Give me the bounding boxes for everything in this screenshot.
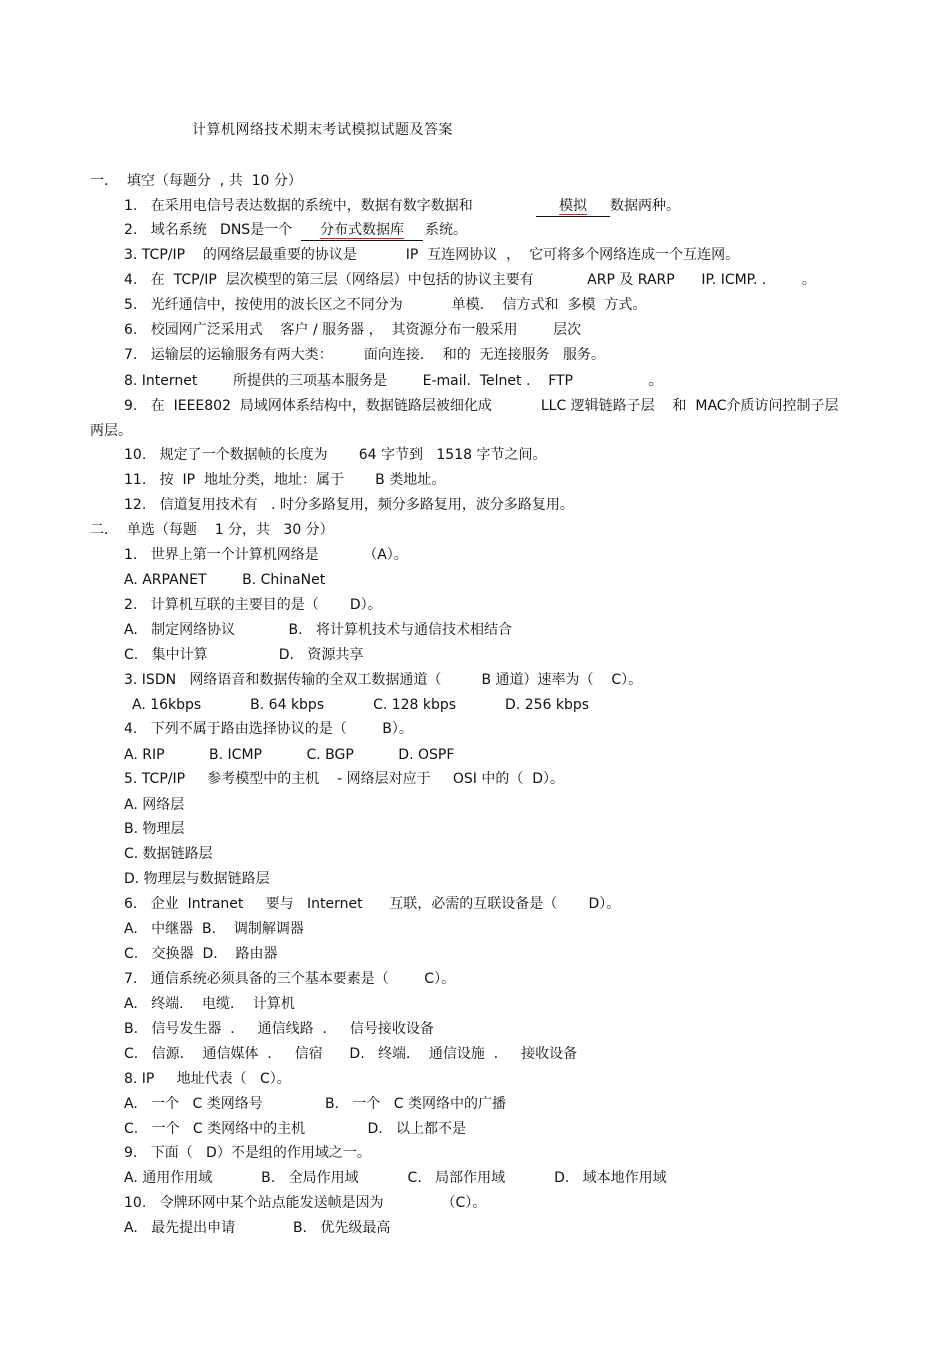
line-text: 3. ISDN 网络语音和数据传输的全双工数据通道（ B 通道）速率为（ C）。 [124, 672, 643, 688]
text-line [124, 769, 564, 789]
text-line [124, 595, 382, 615]
text-line [124, 819, 185, 839]
line-text-after: 数据两种。 [610, 198, 680, 214]
text-line [124, 445, 546, 465]
line-text: C. 数据链路层 [124, 846, 213, 862]
line-text: 7. 运输层的运输服务有两大类： 面向连接． 和的 无连接服务 服务。 [124, 347, 606, 363]
line-text: A. 中继器 B. 调制解调器 [124, 921, 304, 937]
line-text: B. 物理层 [124, 821, 185, 837]
text-line [90, 171, 302, 191]
text-line [124, 371, 663, 391]
text-line [124, 345, 605, 365]
text-line [124, 844, 213, 864]
line-text: 9. 在 IEEE802 局域网体系结构中，数据链路层被细化成 LLC 逻辑链路子层 和 MAC介质访问控制子层 [124, 398, 839, 414]
line-text-after: 系统。 [425, 222, 467, 238]
text-line [124, 1143, 371, 1163]
text-line [124, 745, 454, 765]
text-line [124, 1094, 506, 1114]
text-line [124, 1019, 434, 1039]
line-text: D. 物理层与数据链路层 [124, 871, 270, 887]
text-line [124, 396, 839, 416]
line-text: 11. 按 IP 地址分类，地址：属于 B 类地址。 [124, 472, 446, 488]
text-line [124, 670, 642, 690]
text-line [124, 295, 646, 315]
text-line [124, 1069, 291, 1089]
line-text: 9. 下面（ D）不是组的作用域之一。 [124, 1145, 371, 1161]
text-line [124, 919, 304, 939]
text-line [124, 645, 363, 665]
line-text: 6. 校园网广泛采用式 客户 / 服务器 ， 其资源分布一般采用 层次 [124, 322, 582, 338]
text-line [124, 944, 278, 964]
text-line [124, 620, 512, 640]
answer-blank [536, 196, 610, 217]
answer-blank [301, 220, 423, 241]
text-line [124, 1168, 667, 1188]
text-line [124, 894, 620, 914]
line-text: 6. 企业 Intranet 要与 Internet 互联，必需的互联设备是（ D）。 [124, 896, 621, 912]
line-text: A. 终端． 电缆． 计算机 [124, 996, 295, 1012]
line-text: 1. 世界上第一个计算机网络是 （A）。 [124, 547, 408, 563]
line-text: 4. 在 TCP/IP 层次模型的第三层（网络层）中包括的协议主要有 ARP 及 RARP IP. ICMP. . 。 [124, 272, 816, 288]
answer-text: 分布式数据库 [320, 222, 404, 238]
text-line [124, 1218, 390, 1238]
line-text: 10. 令牌环网中某个站点能发送帧是因为 （C）。 [124, 1195, 487, 1211]
line-text: A. 16kbps B. 64 kbps C. 128 kbps D. 256 kbps [132, 697, 590, 713]
line-text: 两层。 [90, 423, 132, 439]
line-text: 5. 光纤通信中，按使用的波长区之不同分为 单模． 信方式和 多模 方式。 [124, 297, 647, 313]
text-line [124, 245, 739, 265]
text-line [124, 719, 413, 739]
line-text: 3. TCP/IP 的网络层最重要的协议是 IP 互连网协议 ， 它可将多个网络连成一个互连网。 [124, 247, 740, 263]
text-line [90, 421, 132, 441]
line-text: 8. IP 地址代表（ C）。 [124, 1071, 291, 1087]
text-line [124, 495, 574, 515]
text-line [124, 320, 581, 340]
text-line [124, 869, 270, 889]
line-text: 二． 单选（每题 1 分，共 30 分） [90, 522, 334, 538]
text-line [124, 1044, 577, 1064]
text-line [124, 570, 325, 590]
line-text: 2. 域名系统 DNS是一个 [124, 222, 293, 238]
line-text: A. 一个 C 类网络号 B. 一个 C 类网络中的广播 [124, 1096, 506, 1112]
answer-text: 模拟 [559, 198, 587, 214]
text-line [124, 220, 292, 240]
text-line [124, 795, 184, 815]
text-line [124, 969, 455, 989]
line-text: 1. 在采用电信号表达数据的系统中，数据有数字数据和 [124, 198, 473, 214]
page-title: 计算机网络技术期末考试模拟试题及答案 [192, 122, 453, 138]
line-text: 一． 填空（每题分 , 共 10 分） [90, 173, 302, 189]
line-text: 7. 通信系统必须具备的三个基本要素是（ C）。 [124, 971, 456, 987]
text-line [124, 994, 295, 1014]
line-text: A. 网络层 [124, 797, 185, 813]
line-text: C. 一个 C 类网络中的主机 D. 以上都不是 [124, 1121, 467, 1137]
text-line [124, 270, 816, 290]
line-text: A. RIP B. ICMP C. BGP D. OSPF [124, 747, 455, 763]
line-text: 10. 规定了一个数据帧的长度为 64 字节到 1518 字节之间。 [124, 447, 547, 463]
line-text: A. 通用作用域 B. 全局作用域 C. 局部作用域 D. 域本地作用域 [124, 1170, 667, 1186]
line-text: A. 最先提出申请 B. 优先级最高 [124, 1220, 391, 1236]
line-text: C. 信源． 通信媒体 ． 信宿 D. 终端． 通信设施 ． 接收设备 [124, 1046, 578, 1062]
line-text: 4. 下列不属于路由选择协议的是（ B）。 [124, 721, 413, 737]
line-text: 5. TCP/IP 参考模型中的主机 - 网络层对应于 OSI 中的（ D）。 [124, 771, 565, 787]
line-text: 12. 信道复用技术有 . 时分多路复用，频分多路复用，波分多路复用。 [124, 497, 574, 513]
text-line [124, 545, 408, 565]
line-text: C. 交换器 D. 路由器 [124, 946, 278, 962]
text-line [132, 695, 589, 715]
line-text: 8. Internet 所提供的三项基本服务是 E-mail. Telnet . FTP 。 [124, 373, 663, 389]
line-text: C. 集中计算 D. 资源共享 [124, 647, 364, 663]
line-text: A. ARPANET B. ChinaNet [124, 572, 326, 588]
text-line [124, 196, 473, 216]
text-line [124, 1193, 486, 1213]
line-text: B. 信号发生器 ． 通信线路 ． 信号接收设备 [124, 1021, 434, 1037]
line-text: 2. 计算机互联的主要目的是（ D）。 [124, 597, 382, 613]
text-line [124, 1119, 466, 1139]
text-line [124, 470, 445, 490]
text-line [90, 520, 334, 540]
line-text: A. 制定网络协议 B. 将计算机技术与通信技术相结合 [124, 622, 512, 638]
